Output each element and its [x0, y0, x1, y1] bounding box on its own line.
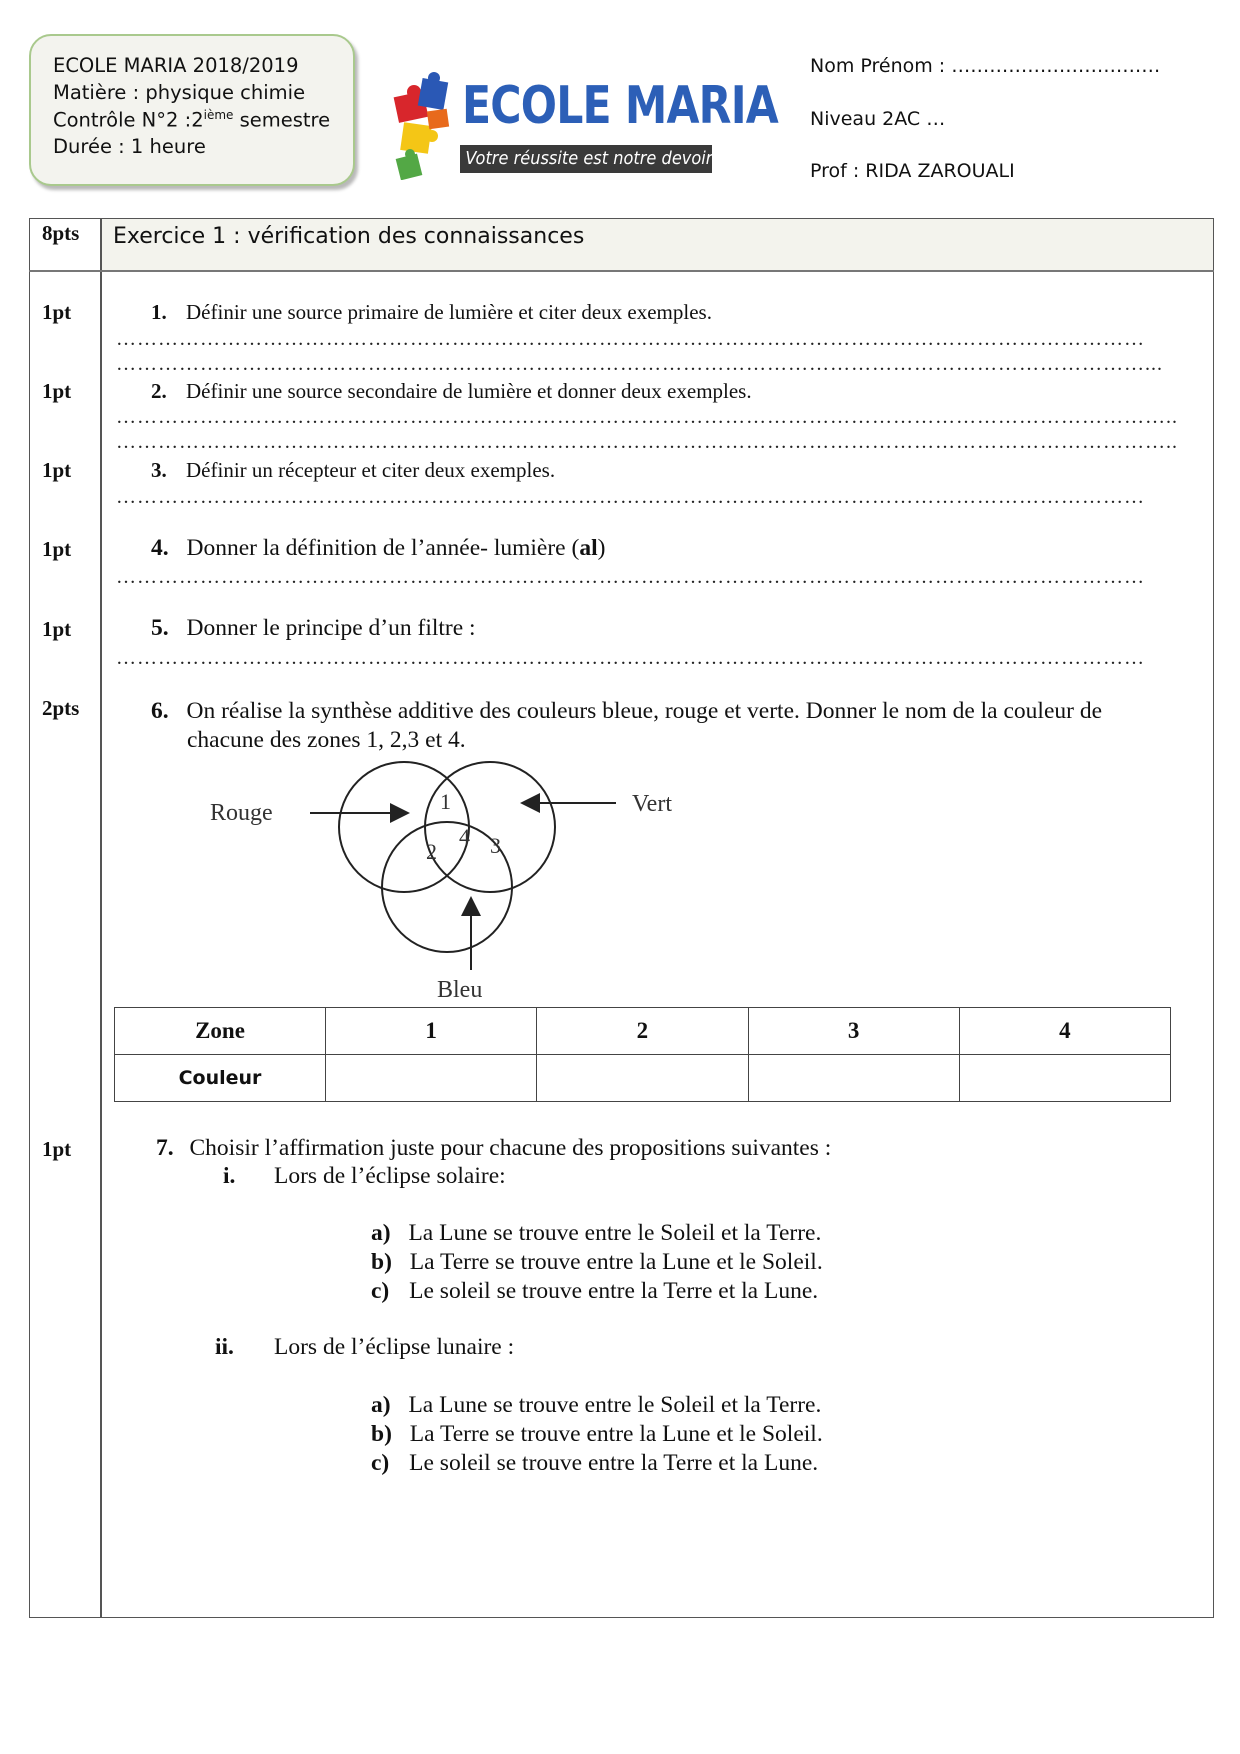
lunar-option-c-letter: c) — [371, 1450, 390, 1476]
question-2 — [151, 379, 752, 404]
zone-2-label: 2 — [426, 839, 437, 864]
q4-number: 4. — [151, 535, 169, 561]
points-column-divider — [100, 218, 102, 1618]
lunar-option-a[interactable] — [371, 1392, 821, 1419]
question-4 — [151, 535, 605, 562]
question-6 — [151, 698, 1102, 725]
q1-answer-line-2[interactable]: …………………………………………………………………………………………………………………………………... — [116, 353, 1163, 375]
q2-points: 1pt — [42, 379, 72, 403]
subject-line: Matière : physique chimie — [53, 81, 306, 104]
green-circle — [425, 762, 555, 892]
q2-text: Définir une source secondaire de lumière et donner deux exemples. — [186, 379, 752, 403]
label-blue: Bleu — [437, 977, 483, 1003]
q2-answer-line-2[interactable]: …………………………………………………………………………………………………………………………………….. — [116, 431, 1178, 453]
q2-answer-line-1[interactable]: …………………………………………………………………………………………………………………………………….. — [116, 406, 1178, 428]
zone-4-label: 4 — [459, 824, 470, 849]
solar-eclipse-title: Lors de l’éclipse solaire: — [274, 1163, 506, 1189]
q7-number: 7. — [156, 1135, 174, 1161]
logo-slogan: Votre réussite est notre devoir — [465, 148, 713, 169]
control-suffix: semestre — [233, 108, 331, 132]
red-circle — [339, 762, 469, 892]
q5-number: 5. — [151, 615, 169, 641]
q3-text: Définir un récepteur et citer deux exemples. — [186, 458, 556, 482]
solar-option-c[interactable] — [371, 1278, 818, 1305]
exercise-title: Exercice 1 : vérification des connaissances — [113, 224, 585, 249]
q3-answer-line[interactable]: ………………………………………………………………………………………………………………………………… — [116, 486, 1145, 508]
solar-option-c-text: Le soleil se trouve entre la Terre et la Lune. — [409, 1278, 819, 1304]
solar-option-b-text: La Terre se trouve entre la Lune et le Soleil. — [409, 1249, 823, 1275]
lunar-num: ii. — [215, 1334, 234, 1360]
label-red: Rouge — [210, 800, 273, 826]
q5-text: Donner le principe d’un filtre : — [186, 615, 476, 641]
question-7 — [156, 1135, 831, 1162]
lunar-option-b-text: La Terre se trouve entre la Lune et le Soleil. — [409, 1421, 823, 1447]
q5-points: 1pt — [42, 617, 72, 641]
logo-slogan-bar — [460, 145, 712, 173]
zone-col-2: 2 — [537, 1008, 748, 1055]
school-info-box — [29, 34, 355, 186]
zone-header-row — [115, 1008, 1171, 1055]
zone-col-4: 4 — [959, 1008, 1170, 1055]
q6-number: 6. — [151, 698, 169, 724]
zone-col-3: 3 — [748, 1008, 959, 1055]
solar-option-b[interactable] — [371, 1249, 823, 1276]
q4-text-end: ) — [597, 535, 606, 561]
header-divider — [29, 270, 1214, 272]
q5-answer-line[interactable]: ………………………………………………………………………………………………………………………………… — [116, 647, 1145, 669]
q6-text-line-1: On réalise la synthèse additive des couleurs bleue, rouge et verte. Donner le nom de la couleur de — [186, 698, 1103, 724]
school-logo — [390, 70, 778, 180]
q4-text: Donner la définition de l’année- lumière ( — [186, 535, 580, 561]
color-answer-3[interactable] — [748, 1055, 959, 1102]
q1-number: 1. — [151, 300, 167, 324]
lunar-option-b[interactable] — [371, 1421, 823, 1448]
control-sup: ième — [203, 108, 234, 122]
q1-answer-line-1[interactable]: ………………………………………………………………………………………………………………………………… — [116, 328, 1145, 350]
solar-num: i. — [223, 1163, 236, 1189]
teacher-name: Prof : RIDA ZAROUALI — [810, 160, 1015, 182]
q4-points: 1pt — [42, 537, 72, 561]
lunar-option-b-letter: b) — [371, 1421, 392, 1447]
question-5 — [151, 615, 476, 642]
control-line — [53, 108, 330, 132]
lunar-eclipse-heading — [215, 1334, 234, 1361]
question-3 — [151, 458, 555, 483]
lunar-eclipse-title: Lors de l’éclipse lunaire : — [274, 1334, 515, 1360]
student-name-field[interactable]: Nom Prénom : …………………………… — [810, 55, 1161, 77]
q2-number: 2. — [151, 379, 167, 403]
lunar-option-a-letter: a) — [371, 1392, 391, 1418]
zone-color-table — [114, 1007, 1171, 1102]
control-prefix: Contrôle N°2 :2 — [53, 108, 204, 132]
lunar-option-a-text: La Lune se trouve entre le Soleil et la Terre. — [408, 1392, 822, 1418]
q3-points: 1pt — [42, 458, 72, 482]
color-answer-4[interactable] — [959, 1055, 1170, 1102]
q7-text: Choisir l’affirmation juste pour chacune des propositions suivantes : — [189, 1135, 832, 1161]
q7-points: 1pt — [42, 1137, 72, 1161]
solar-option-c-letter: c) — [371, 1278, 390, 1304]
zone-header-label: Zone — [115, 1008, 326, 1055]
exercise-points: 8pts — [42, 221, 80, 245]
class-level: Niveau 2AC … — [810, 108, 946, 130]
lunar-option-c[interactable] — [371, 1450, 818, 1477]
solar-eclipse-heading — [223, 1163, 235, 1190]
zone-3-label: 3 — [490, 833, 501, 858]
solar-option-b-letter: b) — [371, 1249, 392, 1275]
q4-text-bold: al — [579, 535, 598, 561]
solar-option-a-letter: a) — [371, 1220, 391, 1246]
q6-points: 2pts — [42, 696, 80, 720]
school-line: ECOLE MARIA 2018/2019 — [53, 54, 299, 77]
question-1 — [151, 300, 712, 325]
zone-1-label: 1 — [440, 789, 451, 814]
additive-color-venn-diagram — [190, 755, 710, 1005]
q3-number: 3. — [151, 458, 167, 482]
q1-points: 1pt — [42, 300, 72, 324]
q6-text-line-2: chacune des zones 1, 2,3 et 4. — [187, 727, 466, 753]
zone-col-1: 1 — [326, 1008, 537, 1055]
color-answer-row — [115, 1055, 1171, 1102]
q1-text: Définir une source primaire de lumière et citer deux exemples. — [186, 300, 712, 324]
q4-answer-line[interactable]: ………………………………………………………………………………………………………………………………… — [116, 566, 1145, 588]
label-green: Vert — [632, 791, 672, 817]
color-answer-2[interactable] — [537, 1055, 748, 1102]
lunar-option-c-text: Le soleil se trouve entre la Terre et la Lune. — [409, 1450, 819, 1476]
solar-option-a[interactable] — [371, 1220, 821, 1247]
color-row-label: Couleur — [115, 1055, 326, 1102]
duration-line: Durée : 1 heure — [53, 135, 206, 158]
logo-title: ECOLE MARIA — [462, 76, 778, 136]
color-answer-1[interactable] — [326, 1055, 537, 1102]
solar-option-a-text: La Lune se trouve entre le Soleil et la Terre. — [408, 1220, 822, 1246]
